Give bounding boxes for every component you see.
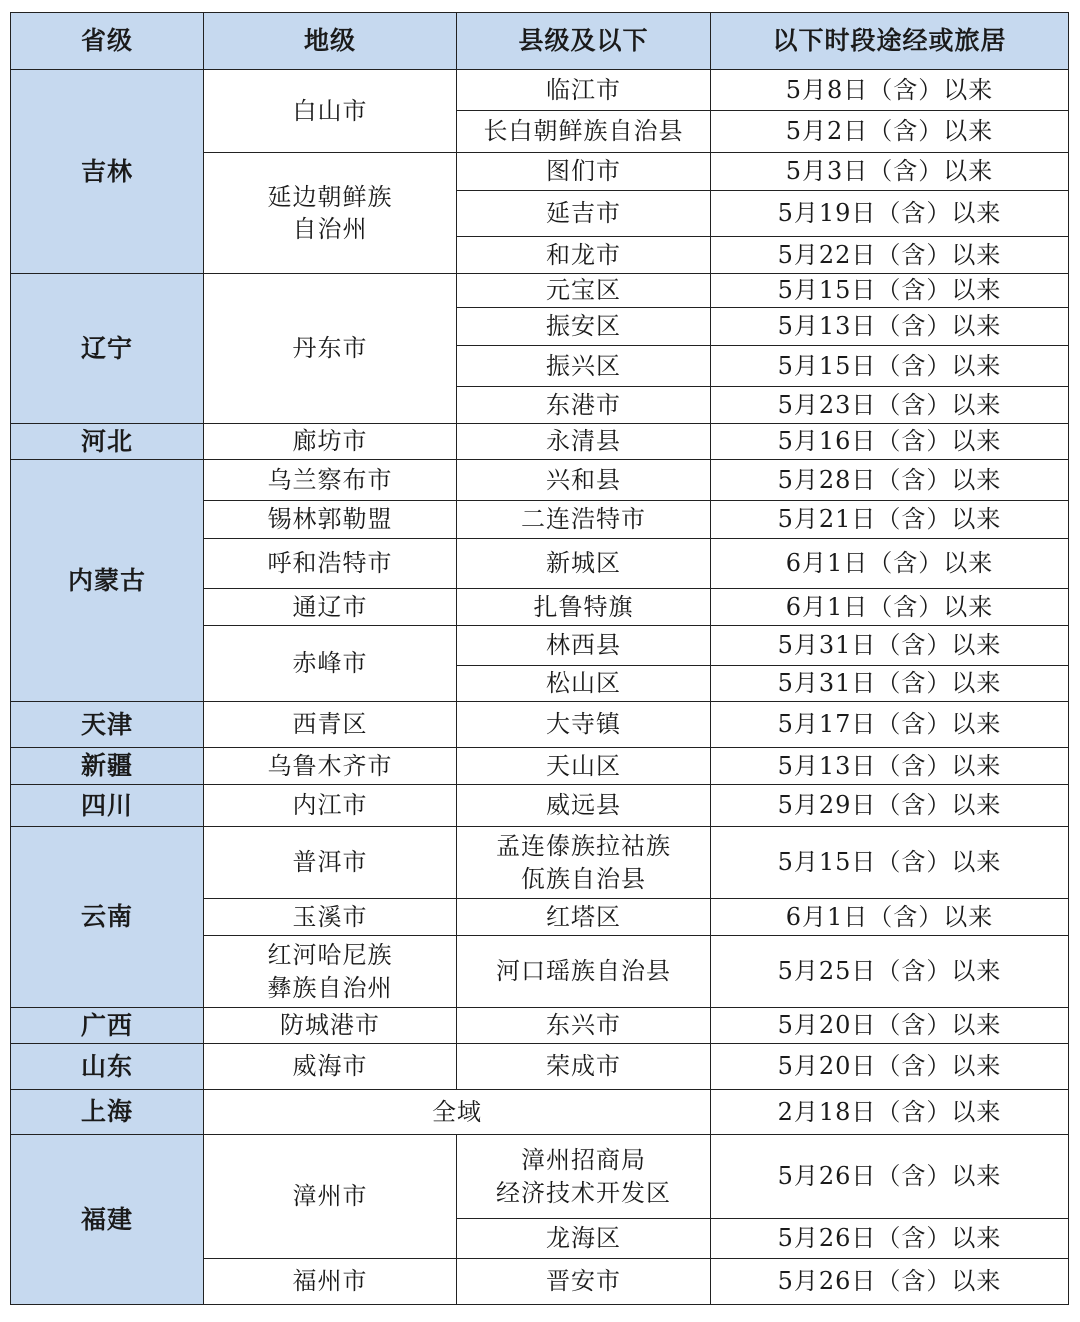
table-row <box>11 1135 1069 1219</box>
period-cell: 5月19日（含）以来 <box>711 191 1069 237</box>
province-cell: 河北 <box>11 424 204 460</box>
prefecture-cell <box>204 153 457 274</box>
prefecture-cell: 廊坊市 <box>204 424 457 460</box>
province-cell: 内蒙古 <box>11 460 204 702</box>
period-cell: 5月13日（含）以来 <box>711 748 1069 785</box>
period-cell: 5月3日（含）以来 <box>711 153 1069 191</box>
province-cell: 天津 <box>11 702 204 748</box>
county-cell: 龙海区 <box>457 1219 711 1259</box>
province-cell: 新疆 <box>11 748 204 785</box>
period-cell: 5月13日（含）以来 <box>711 308 1069 346</box>
county-cell: 图们市 <box>457 153 711 191</box>
table-header-row <box>11 13 1069 70</box>
table-row <box>11 827 1069 899</box>
risk-area-table-container <box>10 12 1069 1305</box>
risk-area-table <box>10 12 1069 1305</box>
county-cell: 天山区 <box>457 748 711 785</box>
province-cell: 福建 <box>11 1135 204 1305</box>
period-cell: 2月18日（含）以来 <box>711 1090 1069 1135</box>
prefecture-cell: 呼和浩特市 <box>204 539 457 589</box>
prefecture-cell: 内江市 <box>204 785 457 827</box>
prefecture-cell: 通辽市 <box>204 589 457 626</box>
period-cell: 5月31日（含）以来 <box>711 666 1069 702</box>
table-row <box>11 70 1069 111</box>
county-line: 漳州招商局 <box>521 1146 646 1175</box>
period-cell: 5月2日（含）以来 <box>711 111 1069 153</box>
table-row <box>11 1090 1069 1135</box>
table-row <box>11 1044 1069 1090</box>
table-row <box>11 1008 1069 1044</box>
prefecture-line: 自治州 <box>292 215 368 243</box>
table-row <box>11 274 1069 308</box>
province-cell: 云南 <box>11 827 204 1008</box>
county-cell: 延吉市 <box>457 191 711 237</box>
province-cell: 吉林 <box>11 70 204 274</box>
header-prefecture: 地级 <box>204 13 457 70</box>
prefecture-cell: 赤峰市 <box>204 626 457 702</box>
county-cell <box>457 827 711 899</box>
period-cell: 5月8日（含）以来 <box>711 70 1069 111</box>
county-line: 孟连傣族拉祜族 <box>496 832 671 861</box>
county-cell: 东兴市 <box>457 1008 711 1044</box>
prefecture-cell: 西青区 <box>204 702 457 748</box>
prefecture-cell: 锡林郭勒盟 <box>204 501 457 539</box>
period-cell: 5月15日（含）以来 <box>711 827 1069 899</box>
header-province: 省级 <box>11 13 204 70</box>
prefecture-cell: 玉溪市 <box>204 899 457 936</box>
county-cell: 林西县 <box>457 626 711 666</box>
county-line: 经济技术开发区 <box>496 1178 671 1207</box>
prefecture-cell: 普洱市 <box>204 827 457 899</box>
period-cell: 5月21日（含）以来 <box>711 501 1069 539</box>
county-cell: 大寺镇 <box>457 702 711 748</box>
period-cell: 5月23日（含）以来 <box>711 387 1069 424</box>
province-cell: 山东 <box>11 1044 204 1090</box>
county-cell: 新城区 <box>457 539 711 589</box>
county-cell: 振兴区 <box>457 346 711 387</box>
table-row <box>11 748 1069 785</box>
county-cell: 东港市 <box>457 387 711 424</box>
county-cell: 二连浩特市 <box>457 501 711 539</box>
period-cell: 5月16日（含）以来 <box>711 424 1069 460</box>
area-cell: 全域 <box>204 1090 711 1135</box>
province-cell: 广西 <box>11 1008 204 1044</box>
prefecture-cell: 乌鲁木齐市 <box>204 748 457 785</box>
prefecture-line: 彝族自治州 <box>267 973 393 1002</box>
county-cell <box>457 1135 711 1219</box>
period-cell: 5月29日（含）以来 <box>711 785 1069 827</box>
county-cell: 荣成市 <box>457 1044 711 1090</box>
prefecture-cell: 防城港市 <box>204 1008 457 1044</box>
header-county: 县级及以下 <box>457 13 711 70</box>
prefecture-cell: 福州市 <box>204 1259 457 1305</box>
province-cell: 四川 <box>11 785 204 827</box>
county-cell: 临江市 <box>457 70 711 111</box>
period-cell: 5月31日（含）以来 <box>711 626 1069 666</box>
prefecture-cell: 威海市 <box>204 1044 457 1090</box>
period-cell: 5月22日（含）以来 <box>711 237 1069 274</box>
county-cell: 红塔区 <box>457 899 711 936</box>
county-cell: 永清县 <box>457 424 711 460</box>
period-cell: 5月26日（含）以来 <box>711 1259 1069 1305</box>
prefecture-cell: 丹东市 <box>204 274 457 424</box>
table-row <box>11 424 1069 460</box>
county-cell: 兴和县 <box>457 460 711 501</box>
period-cell: 5月26日（含）以来 <box>711 1219 1069 1259</box>
prefecture-cell: 漳州市 <box>204 1135 457 1259</box>
table-row <box>11 460 1069 501</box>
county-cell: 威远县 <box>457 785 711 827</box>
county-cell: 晋安市 <box>457 1259 711 1305</box>
county-cell: 松山区 <box>457 666 711 702</box>
period-cell: 5月15日（含）以来 <box>711 274 1069 308</box>
period-cell: 5月15日（含）以来 <box>711 346 1069 387</box>
period-cell: 6月1日（含）以来 <box>711 589 1069 626</box>
county-cell: 扎鲁特旗 <box>457 589 711 626</box>
province-cell: 辽宁 <box>11 274 204 424</box>
prefecture-line: 延边朝鲜族 <box>267 182 393 211</box>
province-cell: 上海 <box>11 1090 204 1135</box>
period-cell: 5月17日（含）以来 <box>711 702 1069 748</box>
period-cell: 6月1日（含）以来 <box>711 899 1069 936</box>
prefecture-cell <box>204 936 457 1008</box>
header-period: 以下时段途经或旅居 <box>711 13 1069 70</box>
prefecture-cell: 乌兰察布市 <box>204 460 457 501</box>
county-line: 佤族自治县 <box>521 864 646 893</box>
county-cell: 长白朝鲜族自治县 <box>457 111 711 153</box>
prefecture-cell: 白山市 <box>204 70 457 153</box>
county-cell: 河口瑶族自治县 <box>457 936 711 1008</box>
period-cell: 5月28日（含）以来 <box>711 460 1069 501</box>
county-cell: 元宝区 <box>457 274 711 308</box>
table-row <box>11 785 1069 827</box>
county-cell: 振安区 <box>457 308 711 346</box>
period-cell: 6月1日（含）以来 <box>711 539 1069 589</box>
period-cell: 5月20日（含）以来 <box>711 1008 1069 1044</box>
period-cell: 5月25日（含）以来 <box>711 936 1069 1008</box>
period-cell: 5月26日（含）以来 <box>711 1135 1069 1219</box>
period-cell: 5月20日（含）以来 <box>711 1044 1069 1090</box>
table-row <box>11 702 1069 748</box>
county-cell: 和龙市 <box>457 237 711 274</box>
prefecture-line: 红河哈尼族 <box>267 941 393 970</box>
